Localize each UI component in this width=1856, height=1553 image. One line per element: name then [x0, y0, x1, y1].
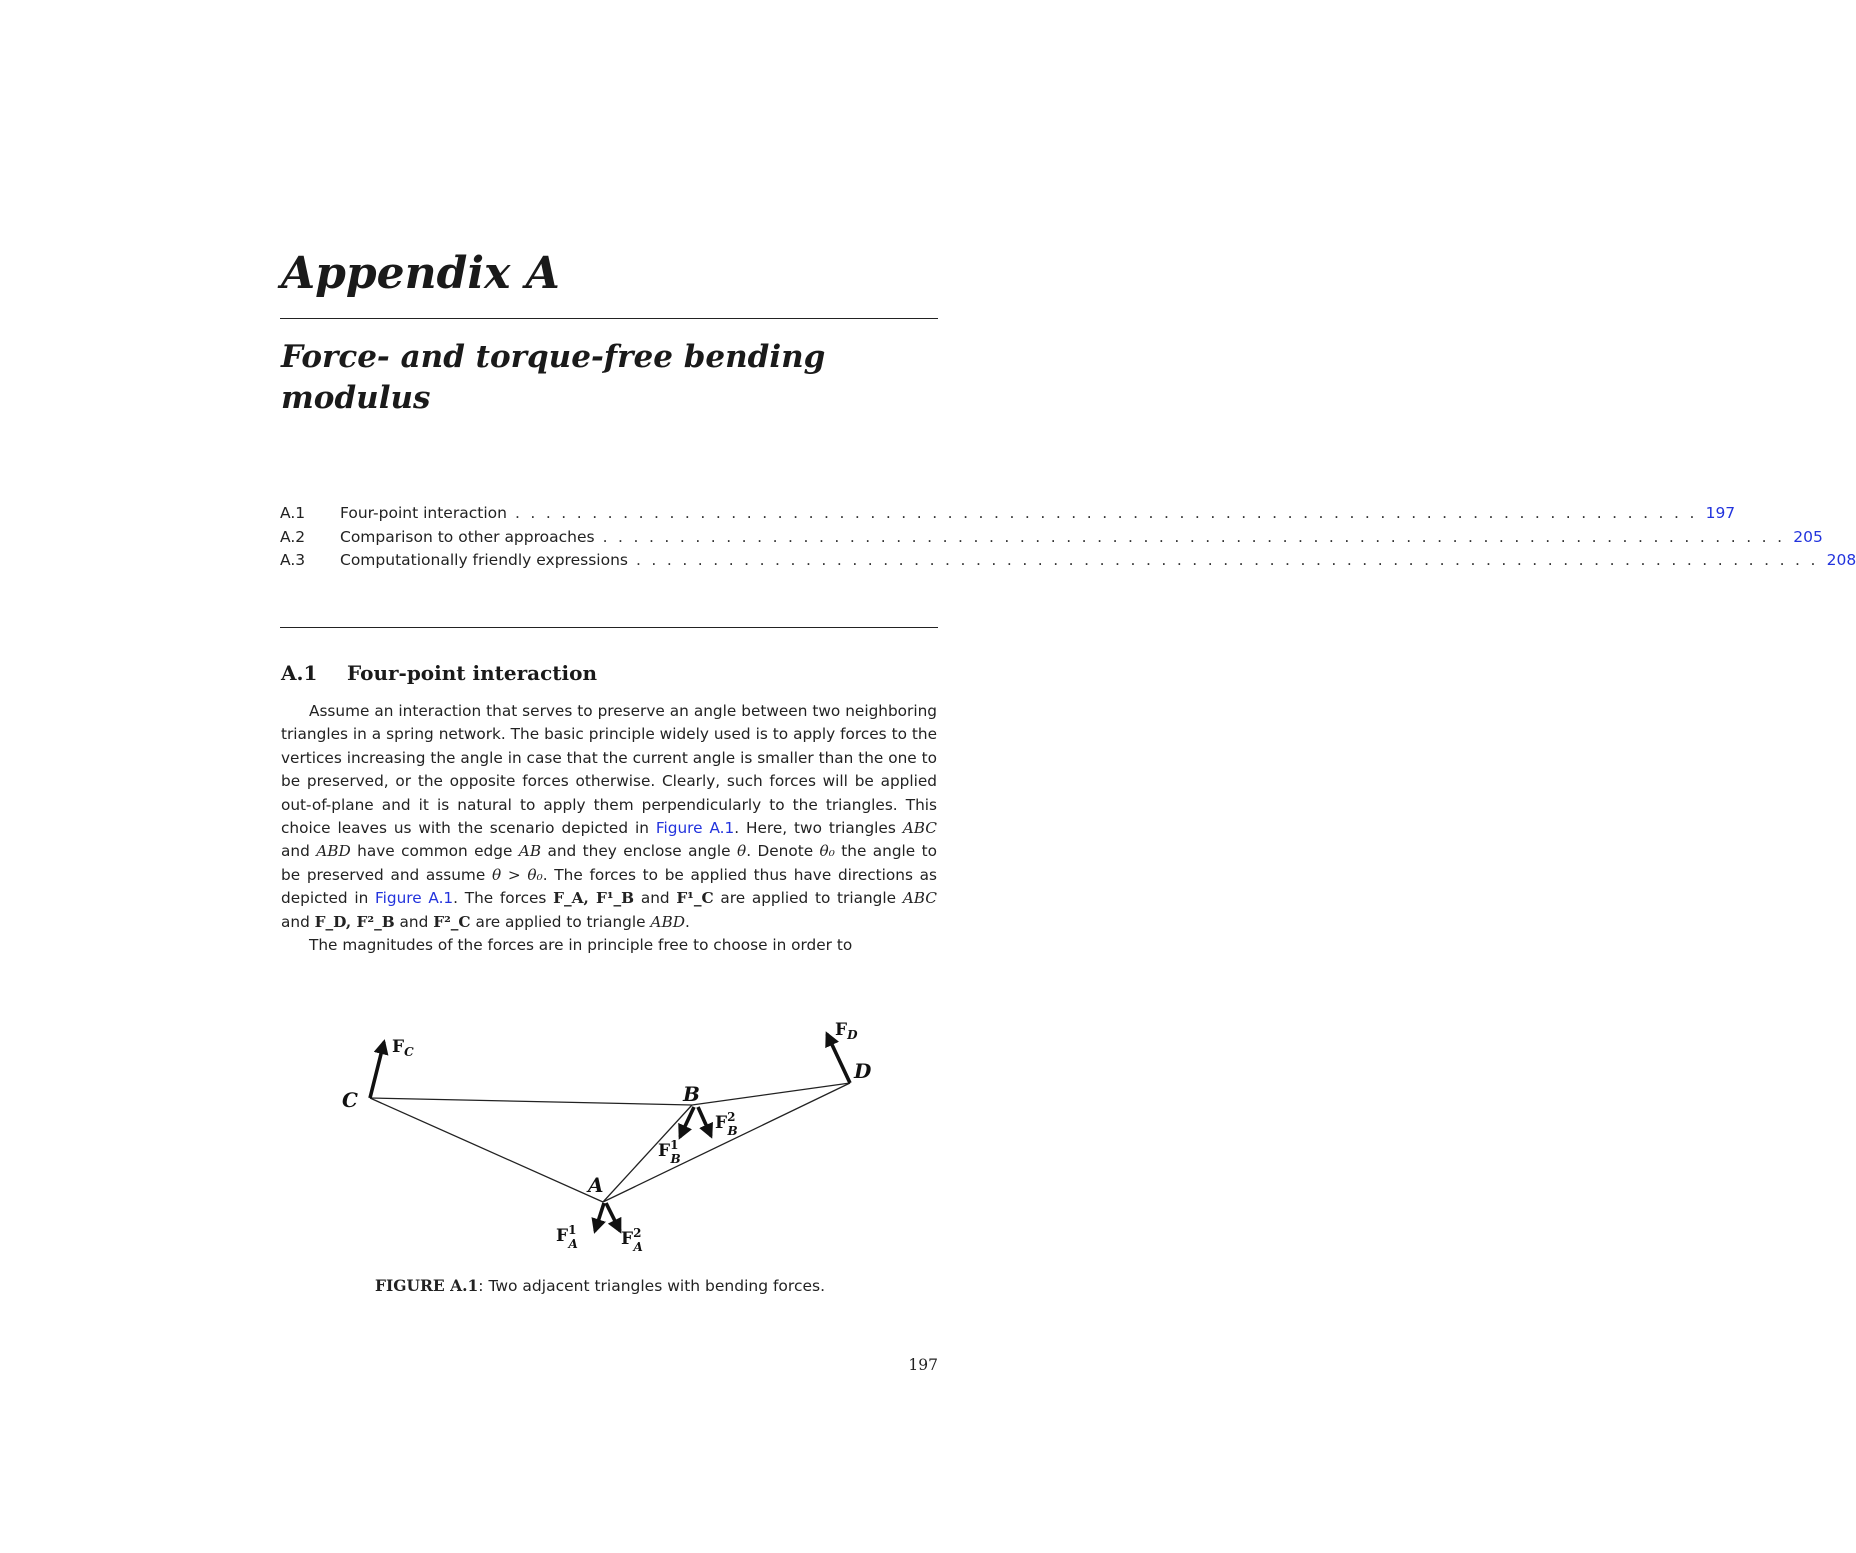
math-symbol: F_D, F²_B — [314, 912, 395, 931]
force-labels — [392, 1020, 858, 1254]
force-arrow-fc — [370, 1042, 384, 1098]
text-run: and — [281, 842, 317, 861]
triangle-edges — [370, 1083, 850, 1202]
text-run: . Here, two triangles — [734, 819, 903, 838]
chapter-rule — [280, 318, 938, 319]
force-label-fc: $F_C$ — [392, 1037, 414, 1059]
text-run: and they enclose angle — [541, 842, 737, 861]
text-run: . The forces to be applied thus have directions as depicted in — [281, 865, 937, 908]
vertex-labels — [342, 1059, 872, 1197]
text-run: . Denote — [746, 842, 820, 861]
toc-entry[interactable] — [280, 551, 1856, 575]
chapter-title-line-1: Force- and torque-free bending — [281, 339, 826, 375]
text-run: and — [394, 912, 434, 931]
text-run: have common edge — [350, 842, 519, 861]
toc-entry-number: A.1 — [280, 504, 306, 522]
section-heading — [281, 661, 597, 685]
math-symbol: ABC — [902, 889, 937, 908]
triangles-figure — [330, 1010, 890, 1260]
toc-leader-dots: . . . . . . . . . . . . . . . . . . . . . . . . . . . . . . . . . . . . . . . . . . . . . . . . . . . . . . . . . . . . . . . . . . . . . . . . . . . . . — [514, 504, 1698, 522]
section-number: A.1 — [281, 661, 318, 685]
figure-reference-link[interactable]: Figure A.1 — [374, 889, 454, 908]
force-arrows — [370, 1034, 850, 1231]
text-run: are applied to triangle — [713, 889, 903, 908]
toc-entry-number: A.2 — [280, 527, 306, 546]
math-symbol: ABD — [316, 842, 351, 861]
toc-leader-dots: . . . . . . . . . . . . . . . . . . . . . . . . . . . . . . . . . . . . . . . . . . . . . . . . . . . . . . . . . . . . . . . . . . . . . . . . . . . . . — [602, 527, 1785, 546]
force-label-fa2: $F^2$ A — [621, 1226, 643, 1254]
section-title: Four-point interaction — [347, 661, 597, 685]
chapter-title — [281, 337, 931, 419]
page-number: 197 — [908, 1356, 938, 1374]
figure-caption-label: FIGURE A.1 — [374, 1276, 479, 1295]
toc-entry[interactable] — [280, 504, 1736, 528]
toc-rule — [280, 627, 938, 628]
math-symbol: ABC — [902, 819, 937, 838]
figure-caption — [0, 1276, 1200, 1295]
text-run: . — [684, 912, 690, 931]
figure-reference-link[interactable]: Figure A.1 — [655, 819, 735, 838]
chapter-title-line-2: modulus — [281, 380, 431, 416]
vertex-label-c: C — [342, 1088, 358, 1112]
text-run: are applied to triangle — [470, 912, 651, 931]
math-symbol: θ > θ₀ — [491, 865, 543, 884]
math-symbol: AB — [518, 842, 542, 861]
text-run: and — [281, 912, 315, 931]
text-run: . The forces — [453, 889, 554, 908]
toc-entry-title: Computationally friendly expressions — [340, 551, 628, 569]
toc-entry-page-link[interactable]: 205 — [1793, 527, 1823, 546]
toc-entry-page-link[interactable]: 197 — [1705, 504, 1736, 522]
math-symbol: ABD — [650, 912, 685, 931]
text-run: the angle to be preserved and assume — [281, 842, 937, 884]
toc-entry-number: A.3 — [280, 551, 306, 569]
force-label-fb2: $F^2$ B — [715, 1110, 738, 1138]
force-label-fa1: $F^1$ A — [556, 1223, 578, 1251]
figure-caption-text: : Two adjacent triangles with bending forces. — [478, 1277, 826, 1295]
force-arrow-fb1 — [680, 1107, 694, 1137]
math-symbol: θ — [736, 842, 747, 861]
vertex-label-d: D — [854, 1059, 872, 1083]
chapter-label: Appendix A — [281, 248, 560, 299]
paragraph: The magnitudes of the forces are in principle free to choose in order to — [309, 936, 853, 955]
force-label-fb1: $F^1$ B — [658, 1138, 681, 1166]
paragraph — [281, 700, 937, 934]
toc-leader-dots: . . . . . . . . . . . . . . . . . . . . . . . . . . . . . . . . . . . . . . . . . . . . . . . . . . . . . . . . . . . . . . . . . . . . . . . . . . . . . — [635, 551, 1819, 569]
edge-ca — [370, 1098, 603, 1202]
math-symbol: θ₀ — [819, 842, 835, 861]
math-symbol: F²_C — [433, 912, 471, 931]
force-arrow-fa1 — [595, 1203, 604, 1231]
vertex-label-b: B — [683, 1082, 700, 1106]
vertex-label-a: A — [588, 1173, 604, 1197]
force-arrow-fb2 — [698, 1107, 711, 1136]
toc-entry-title: Comparison to other approaches — [340, 527, 595, 546]
toc-entry-title: Four-point interaction — [340, 504, 507, 522]
text-run: Assume an interaction that serves to preserve an angle between two neighboring triangles in a spring network. The basic principle widely used is to apply forces to the vertices increasing the angle in case that the current angle is smaller than the one to be preserved, or the opposite forces otherwise. Clearly, such forces will be applied out-of-plane and it is natural to apply them perpendicularly to the triangles. This choice leaves us with the scenario depicted in — [281, 702, 937, 838]
force-label-fd: $F_D$ — [835, 1020, 858, 1042]
math-symbol: F_A, F¹_B — [553, 889, 635, 908]
toc-entry-page-link[interactable]: 208 — [1826, 551, 1856, 569]
math-symbol: F¹_C — [676, 889, 714, 908]
edge-cb — [370, 1098, 692, 1105]
text-run: and — [634, 889, 677, 908]
body-text — [281, 700, 937, 957]
table-of-contents — [280, 504, 1856, 575]
force-arrow-fa2 — [606, 1203, 620, 1231]
toc-entry[interactable] — [280, 527, 1823, 552]
